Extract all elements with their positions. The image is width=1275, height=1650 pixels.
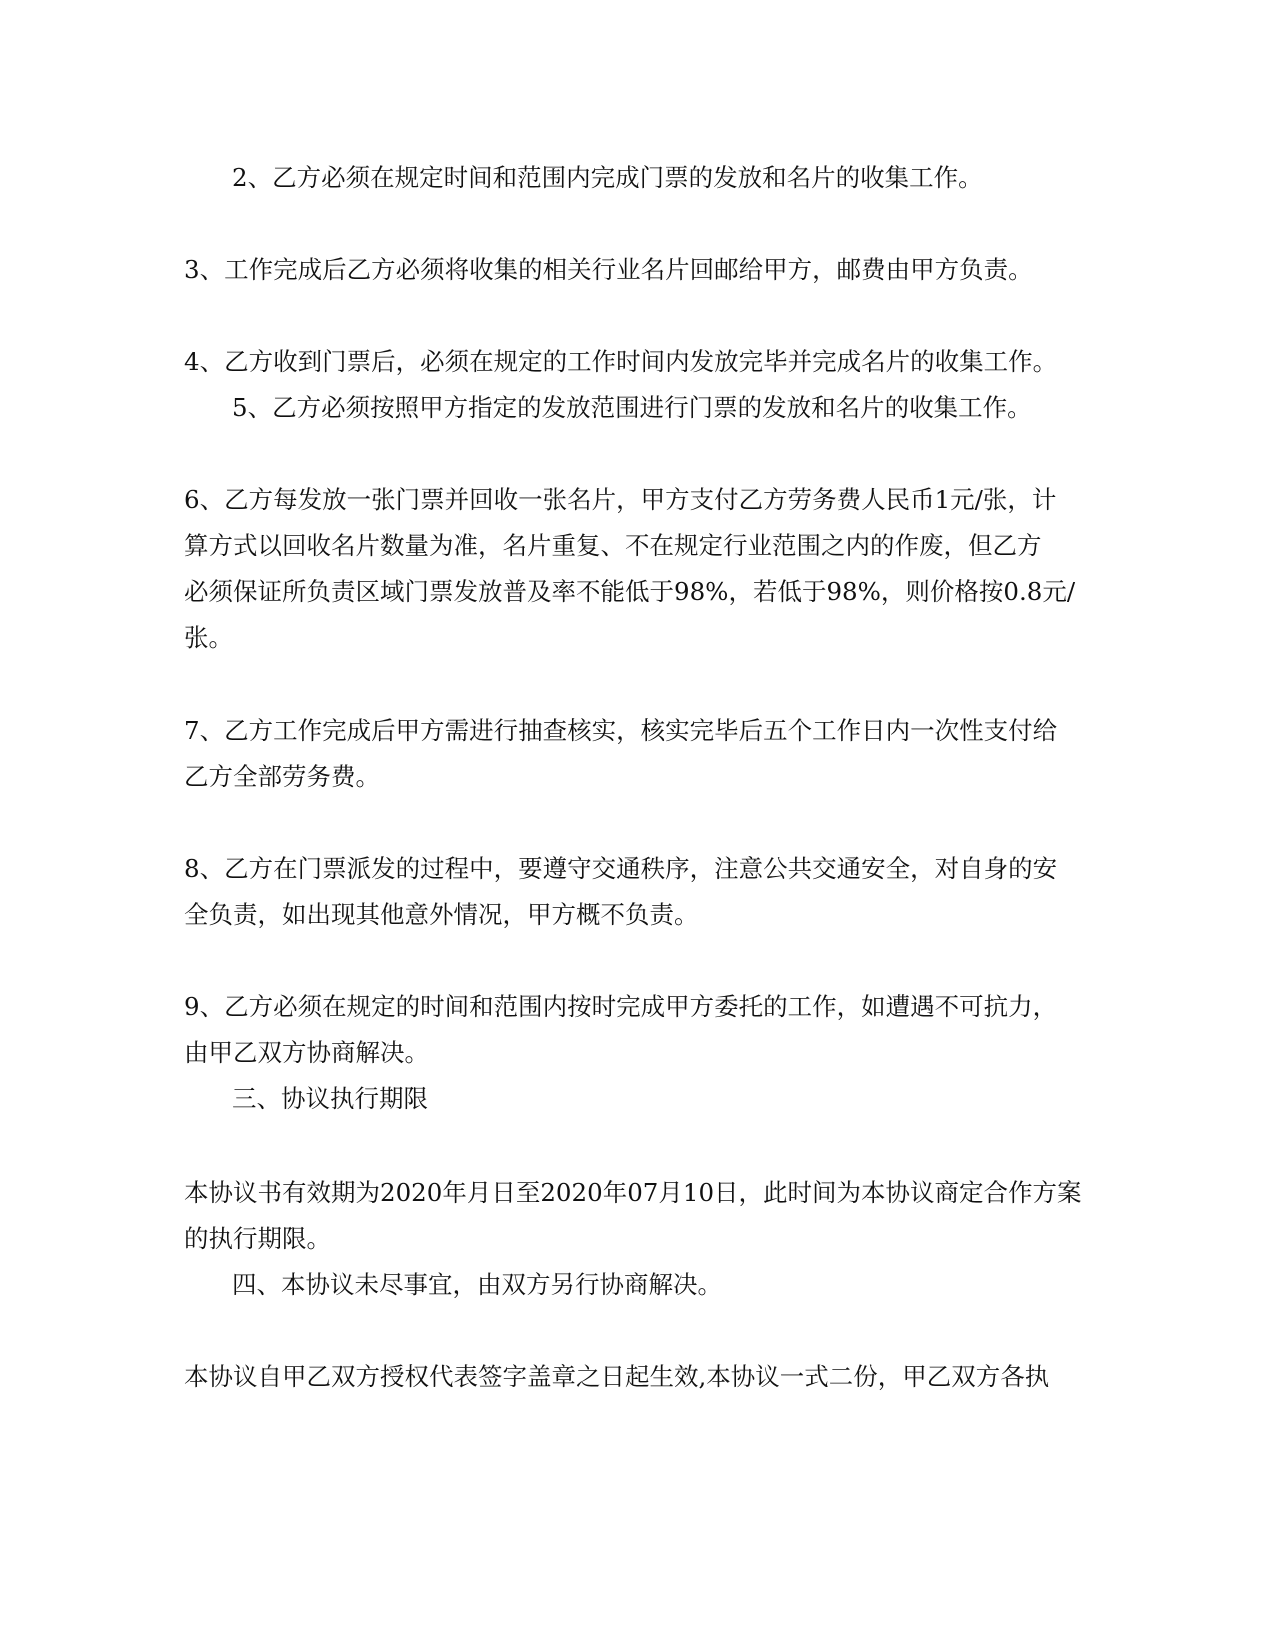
clause-9-line-1: 9、乙方必须在规定的时间和范围内按时完成甲方委托的工作，如遭遇不可抗力， — [184, 992, 1058, 1021]
clause-9-line-2: 由甲乙双方协商解决。 — [184, 1038, 429, 1067]
clause-7-line-2: 乙方全部劳务费。 — [184, 762, 380, 791]
section-4-heading: 四、本协议未尽事宜，由双方另行协商解决。 — [232, 1270, 722, 1299]
term-line-1: 本协议书有效期为2020年月日至2020年07月10日，此时间为本协议商定合作方案 — [184, 1178, 1082, 1207]
clause-7-line-1: 7、乙方工作完成后甲方需进行抽查核实，核实完毕后五个工作日内一次性支付给 — [184, 716, 1058, 745]
clause-6-line-2: 算方式以回收名片数量为准，名片重复、不在规定行业范围之内的作废，但乙方 — [184, 531, 1042, 560]
clause-5-text: 5、乙方必须按照甲方指定的发放范围进行门票的发放和名片的收集工作。 — [232, 393, 1032, 422]
clause-3-text: 3、工作完成后乙方必须将收集的相关行业名片回邮给甲方，邮费由甲方负责。 — [184, 255, 1033, 284]
clause-8-line-2: 全负责，如出现其他意外情况，甲方概不负责。 — [184, 900, 699, 929]
effective-clause-line: 本协议自甲乙双方授权代表签字盖章之日起生效,本协议一式二份，甲乙双方各执 — [184, 1362, 1050, 1391]
section-3-heading: 三、协议执行期限 — [232, 1084, 428, 1113]
clause-2-text: 2、乙方必须在规定时间和范围内完成门票的发放和名片的收集工作。 — [232, 163, 983, 192]
clause-6-line-1: 6、乙方每发放一张门票并回收一张名片，甲方支付乙方劳务费人民币1元/张，计 — [184, 485, 1057, 514]
clause-4-text: 4、乙方收到门票后，必须在规定的工作时间内发放完毕并完成名片的收集工作。 — [184, 347, 1058, 376]
clause-6-line-3: 必须保证所负责区域门票发放普及率不能低于98%，若低于98%，则价格按0.8元/ — [184, 577, 1076, 606]
term-line-2: 的执行期限。 — [184, 1224, 331, 1253]
clause-6-line-4: 张。 — [184, 623, 233, 652]
clause-8-line-1: 8、乙方在门票派发的过程中，要遵守交通秩序，注意公共交通安全，对自身的安 — [184, 854, 1058, 883]
